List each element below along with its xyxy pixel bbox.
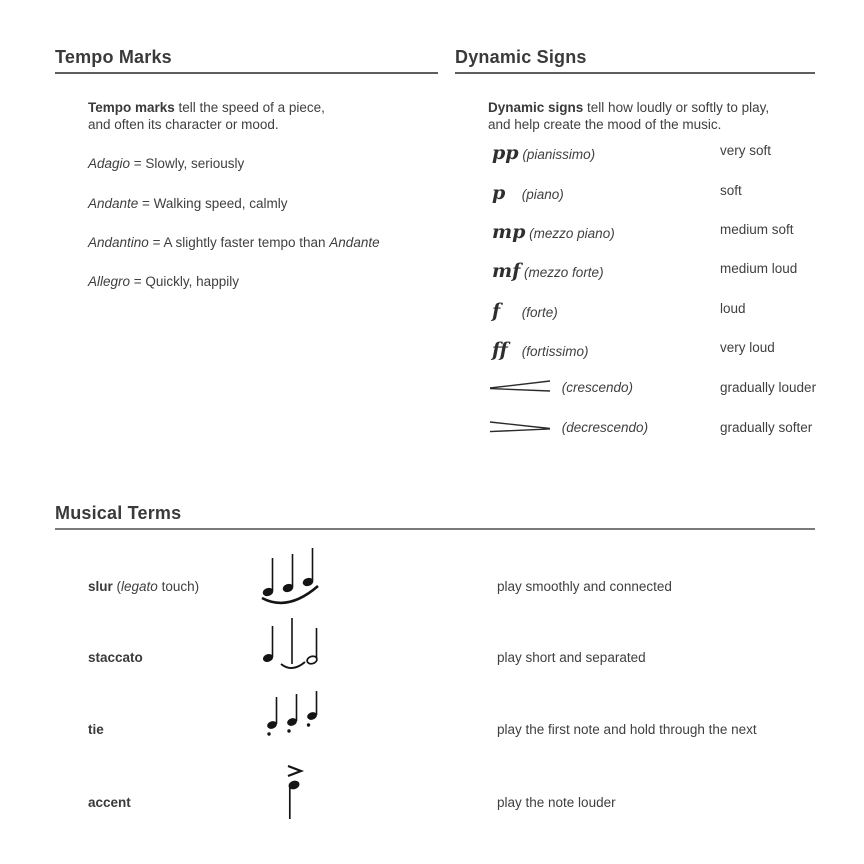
mezzo-piano-symbol: mp [492,221,526,243]
tempo-term: Adagio [88,155,131,171]
fortissimo-symbol: ff [492,339,508,361]
term-name: staccato [88,649,143,665]
note-with-accent-mark-icon [283,763,307,821]
dynamics-intro-bold: Dynamic signs [488,99,584,115]
dynamic-name: (fortissimo) [521,344,589,359]
term-name: accent [88,794,131,810]
mezzo-forte-symbol: mf [492,260,521,282]
tempo-definition: = A slightly faster tempo than [148,234,330,250]
decrescendo-hairpin-icon [488,419,552,435]
term-meaning: play the note louder [497,794,616,810]
tempo-definition: = Walking speed, calmly [138,195,288,211]
dynamic-signs-heading: Dynamic Signs [455,47,815,74]
dynamic-name: (pianissimo) [522,147,596,162]
three-notes-with-slur-icon [255,546,325,612]
term-meaning: play the first note and hold through the next [497,721,757,737]
dynamic-row-piano [492,182,815,204]
tempo-definition-italic: Andante [329,234,380,250]
dynamic-name: (mezzo piano) [529,226,615,241]
dynamic-name: (mezzo forte) [524,265,604,280]
tempo-intro-rest: tell the speed of a piece, [174,99,325,115]
dynamic-row-fortissimo [492,339,815,361]
term-pre: ( [112,578,122,594]
forte-symbol: f [492,300,501,322]
term-post: touch) [157,578,200,594]
term-label-accent [88,795,131,810]
pianissimo-symbol: pp [492,142,519,164]
term-name: tie [88,721,104,737]
dynamic-row-mezzo-piano [492,221,815,243]
dynamic-signs-section [455,47,817,435]
dynamic-meaning: medium soft [720,222,794,237]
tempo-definition: = Quickly, happily [130,273,239,289]
tempo-term: Allegro [88,273,131,289]
tempo-entry [88,235,380,250]
tempo-marks-heading: Tempo Marks [55,47,438,74]
three-notes-with-staccato-dots-icon [260,691,324,739]
term-label-staccato [88,650,143,665]
tempo-term: Andantino [88,234,149,250]
dynamic-meaning: very loud [720,340,775,355]
notes-with-arc-across-barline-icon [260,618,324,672]
dynamic-name: (decrescendo) [561,420,649,435]
dynamics-intro [488,99,769,134]
musical-terms-heading: Musical Terms [55,503,815,530]
tempo-marks-section [55,47,438,289]
dynamic-row-crescendo [492,379,815,401]
tempo-definition: = Slowly, seriously [130,155,245,171]
dynamic-row-mezzo-forte [492,260,815,282]
tempo-entry [88,156,244,171]
dynamic-meaning: gradually softer [720,420,813,435]
tempo-term: Andante [88,195,139,211]
term-label-tie [88,722,104,737]
tempo-intro-bold: Tempo marks [88,99,175,115]
tempo-intro [88,99,325,134]
piano-symbol: p [492,182,506,204]
term-label-slur [88,579,199,594]
dynamics-intro-rest: tell how loudly or softly to play, [583,99,770,115]
dynamic-row-pianissimo [492,142,815,164]
tempo-entry [88,196,287,211]
term-meaning: play short and separated [497,649,646,665]
dynamic-name: (forte) [521,305,558,320]
dynamics-intro-line2: and help create the mood of the music. [488,117,722,132]
dynamic-row-decrescendo [492,419,815,441]
dynamic-name: (piano) [521,187,564,202]
dynamic-name: (crescendo) [561,380,634,395]
tempo-entry [88,274,239,289]
crescendo-hairpin-icon [488,379,552,395]
term-name: slur [88,578,113,594]
dynamic-meaning: medium loud [720,261,798,276]
dynamic-meaning: soft [720,183,742,198]
dynamic-meaning: loud [720,301,746,316]
tempo-intro-line2: and often its character or mood. [88,117,279,132]
dynamic-meaning: gradually louder [720,380,817,395]
dynamic-meaning: very soft [720,143,772,158]
term-meaning: play smoothly and connected [497,578,672,594]
musical-terms-section [55,503,815,853]
term-italic: legato [121,578,158,594]
dynamic-row-forte [492,300,815,322]
